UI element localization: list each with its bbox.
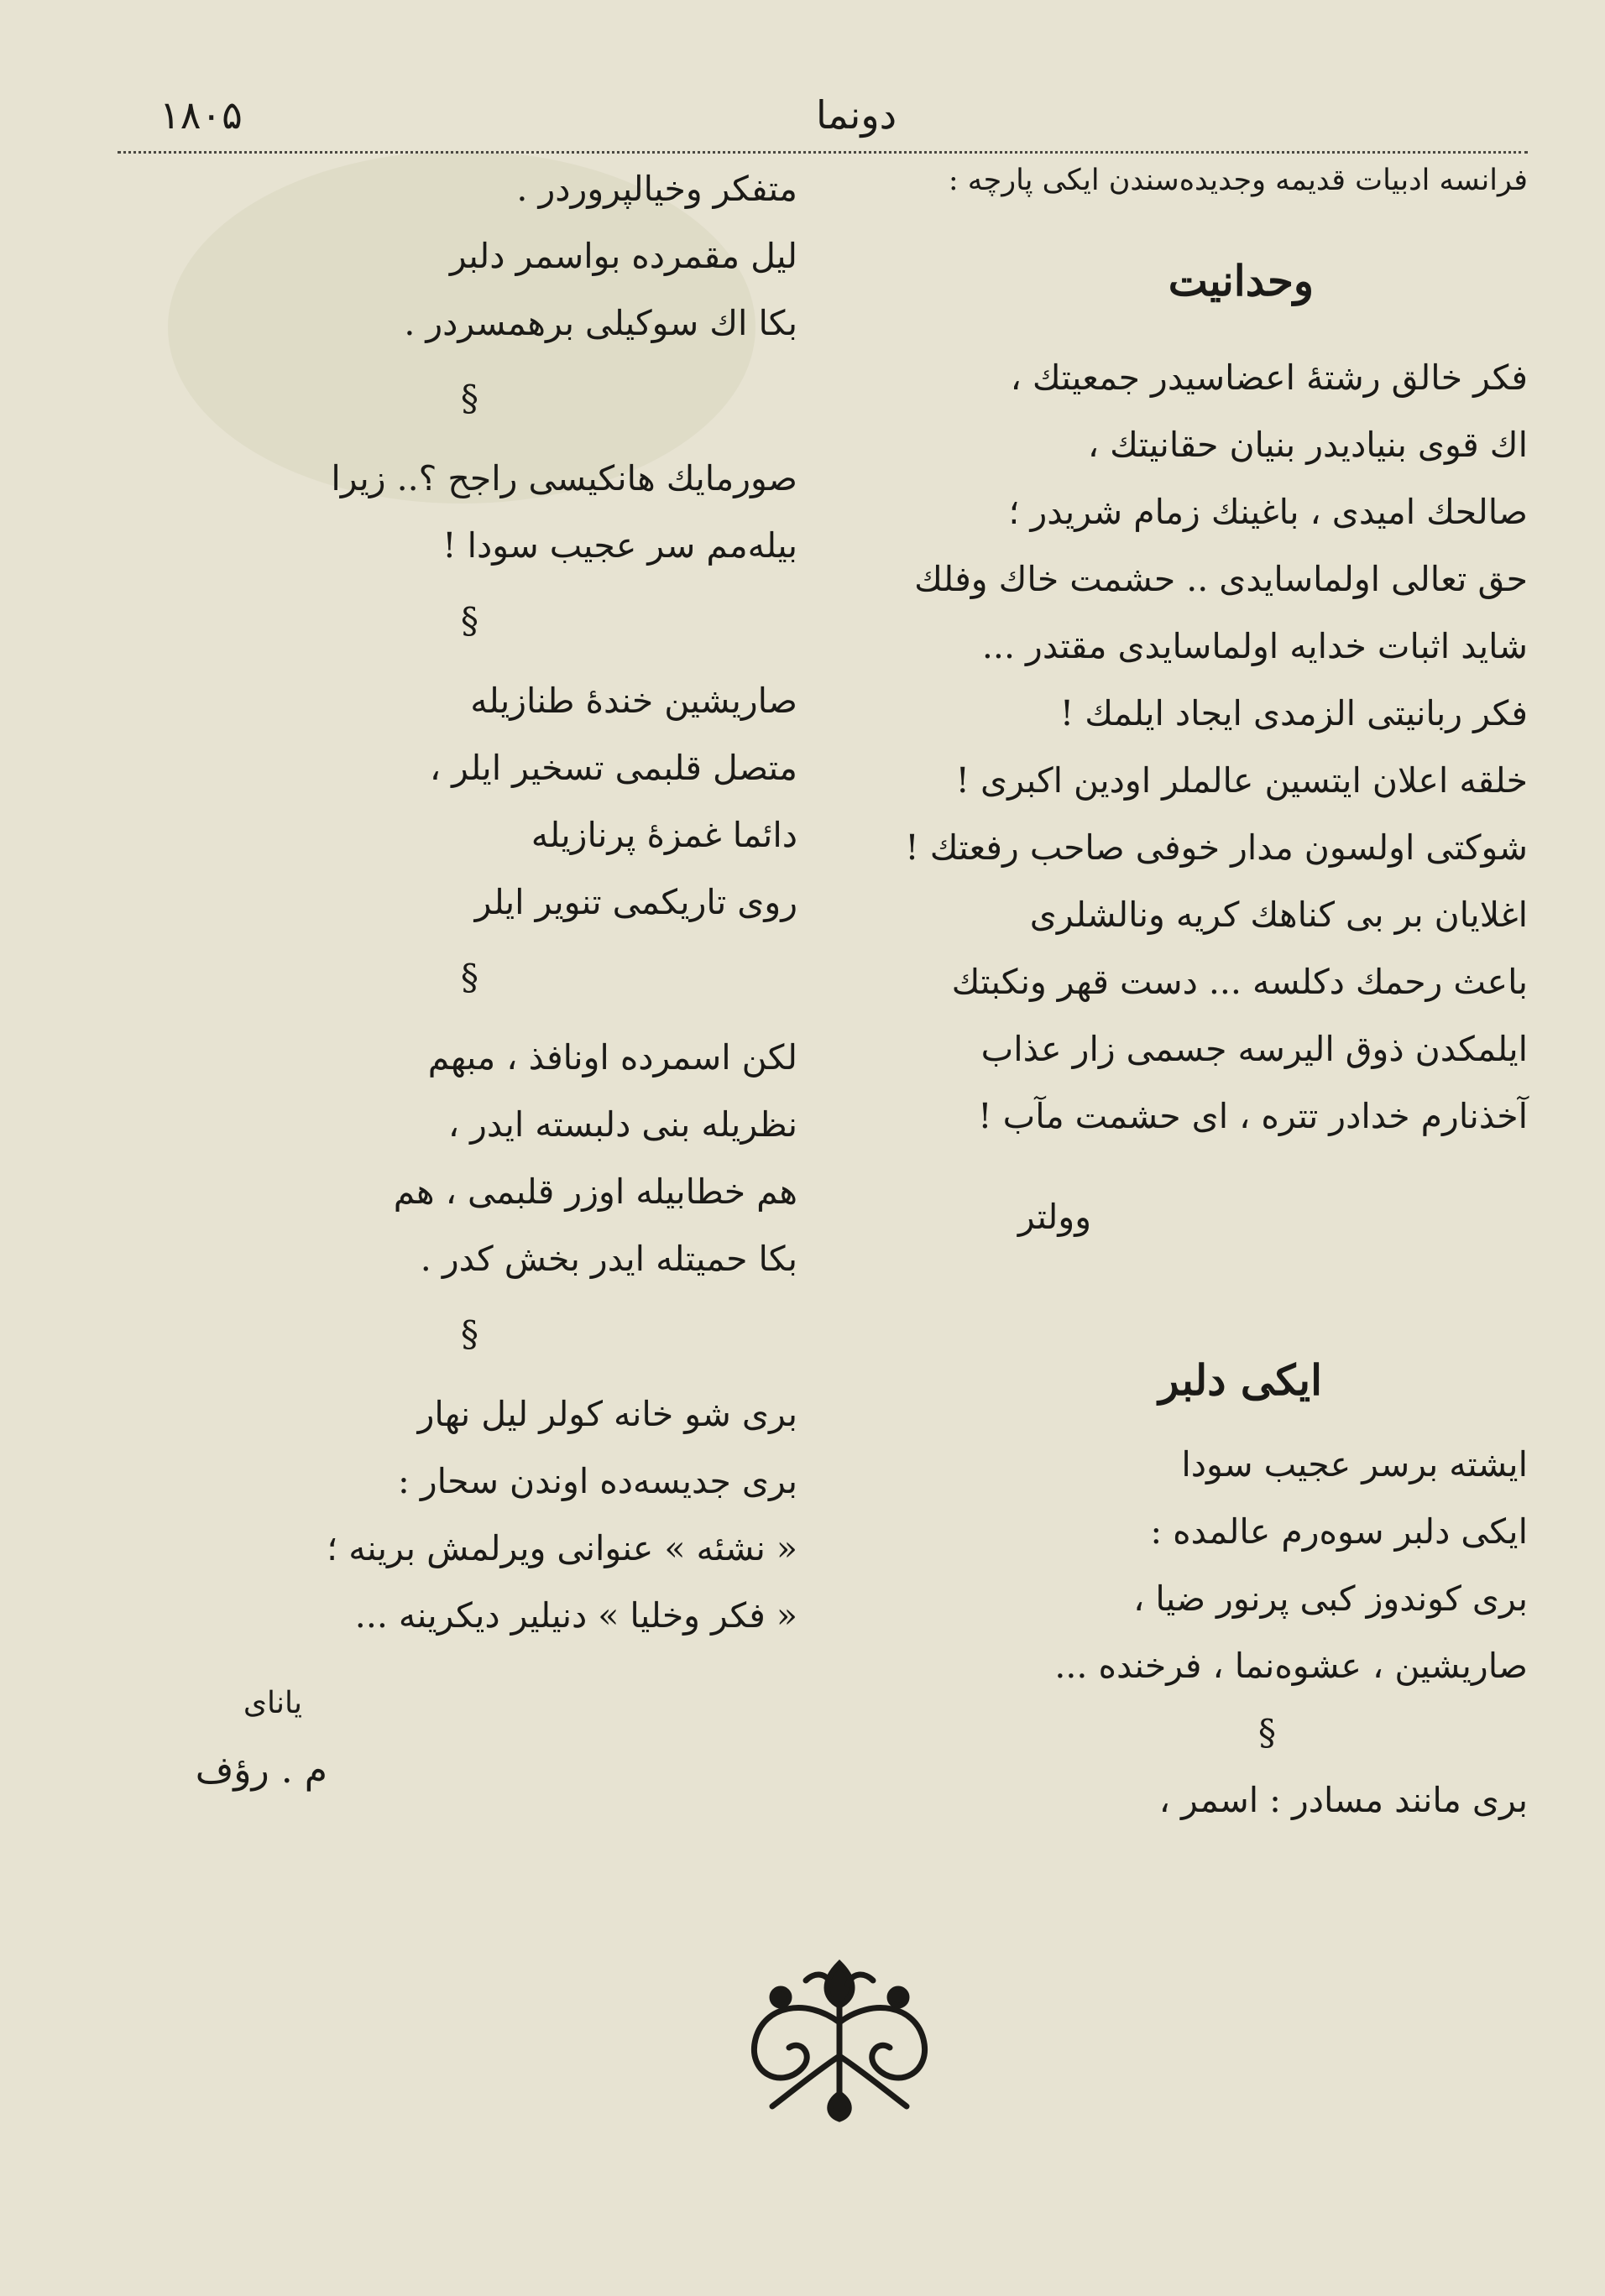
poem2-cont-line: بری شو خانه کولر لیل نهار bbox=[417, 1394, 797, 1434]
section-mark: § bbox=[461, 378, 478, 419]
poem2-cont-line: « فکر وخلیا » دنیلیر دیکرینه ... bbox=[354, 1595, 797, 1636]
poem2-cont-line: صورمایك هانکیسی راجح ؟.. زیرا bbox=[331, 458, 797, 498]
poem2-cont-line: روی تاریکمی تنویر ایلر bbox=[474, 882, 797, 922]
right-column bbox=[890, 147, 1528, 1859]
intro-line: فرانسه ادبیات قدیمه وجدیده‌سندن ایکی پارچه : bbox=[948, 164, 1528, 197]
journal-title: دونما bbox=[815, 92, 897, 138]
poem2-line: بری کوندوز کبی پرنور ضیا ، bbox=[1133, 1578, 1528, 1619]
page-header bbox=[118, 84, 1528, 154]
poem2-line: ایکی دلبر سوه‌رم عالمده : bbox=[1150, 1511, 1528, 1552]
poem1-line: آخذنارم خدادر تتره ، ای حشمت مآب ! bbox=[978, 1096, 1528, 1136]
poem1-line: فکر ربانیتی الزمدی ایجاد ایلمك ! bbox=[1059, 693, 1528, 733]
poem1-line: اغلایان بر بی کناهك کریه ونالشلری bbox=[1029, 895, 1528, 935]
poem1-line: شوکتی اولسون مدار خوفی صاحب رفعتك ! bbox=[905, 827, 1528, 868]
poem1-line: اك قوی بنیادیدر بنیان حقانیتك ، bbox=[1087, 425, 1528, 465]
poem2-cont-line: هم خطابیله اوزر قلبمی ، هم bbox=[393, 1171, 797, 1212]
poem1-line: فکر خالق رشتهٔ اعضاسیدر جمعیتك ، bbox=[1010, 357, 1528, 398]
floral-ornament-icon bbox=[722, 1947, 957, 2123]
section-mark: § bbox=[461, 1313, 478, 1354]
poem1-line: ایلمکدن ذوق الیرسه جسمی زار عذاب bbox=[980, 1029, 1528, 1069]
poem2-cont-line: لکن اسمرده اونافذ ، مبهم bbox=[427, 1037, 797, 1078]
poem2-cont-line: دائما غمزهٔ پرنازیله bbox=[531, 815, 797, 855]
poem2-line: ایشته برسر عجیب سودا bbox=[1181, 1444, 1528, 1485]
left-column bbox=[185, 147, 797, 1859]
poem2-line: صاریشین ، عشوه‌نما ، فرخنده ... bbox=[1054, 1646, 1528, 1686]
section-mark: § bbox=[1258, 1712, 1276, 1753]
poem2-cont-line: نظریله بنی دلبسته ایدر ، bbox=[447, 1104, 797, 1145]
poem1-line: خلقه اعلان ایتسین عالملر اودین اکبری ! bbox=[955, 760, 1528, 801]
poem2-cont-line: بکا حمیتله ایدر بخش کدر . bbox=[420, 1239, 797, 1279]
poem2-cont-line: « نشئه » عنوانی ویرلمش برینه ؛ bbox=[327, 1528, 797, 1568]
poem1-line: حق تعالی اولماسایدی .. حشمت خاك وفلك bbox=[914, 559, 1528, 599]
signature-name: م . رؤف bbox=[195, 1749, 327, 1792]
poem2-cont-line: متفکر وخیالپروردر . bbox=[516, 169, 797, 209]
section-mark: § bbox=[461, 957, 478, 998]
poem1-line: صالحك امیدی ، باغینك زمام شریدر ؛ bbox=[1008, 492, 1528, 532]
section-mark: § bbox=[461, 600, 478, 641]
poem1-line: باعث رحمك دکلسه ... دست قهر ونکبتك bbox=[951, 962, 1528, 1002]
poem2-cont-line: بکا اك سوکیلی برهمسردر . bbox=[404, 303, 797, 343]
poem2-cont-line: متصل قلبمی تسخیر ایلر ، bbox=[429, 748, 797, 788]
poem2-cont-line: بیله‌مم سر عجیب سودا ! bbox=[442, 525, 797, 566]
poem2-cont-line: بری جدیسه‌ده اوندن سحار : bbox=[398, 1461, 797, 1501]
poem2-cont-line: صاریشین خندهٔ طنازیله bbox=[470, 681, 797, 721]
poem1-title: وحدانیت bbox=[1168, 256, 1314, 305]
page-number: ۱۸۰۵ bbox=[159, 92, 243, 138]
poem2-cont-line: لیل مقمرده بواسمر دلبر bbox=[449, 236, 797, 276]
poem2-title: ایکی دلبر bbox=[1158, 1355, 1322, 1405]
poem2-line: بری مانند مسادر : اسمر ، bbox=[1158, 1780, 1528, 1820]
poem1-line: شاید اثبات خدایه اولماسایدی مقتدر ... bbox=[981, 626, 1528, 666]
poem1-author: وولتر bbox=[1017, 1197, 1091, 1237]
signature-label: یانای bbox=[243, 1686, 302, 1720]
